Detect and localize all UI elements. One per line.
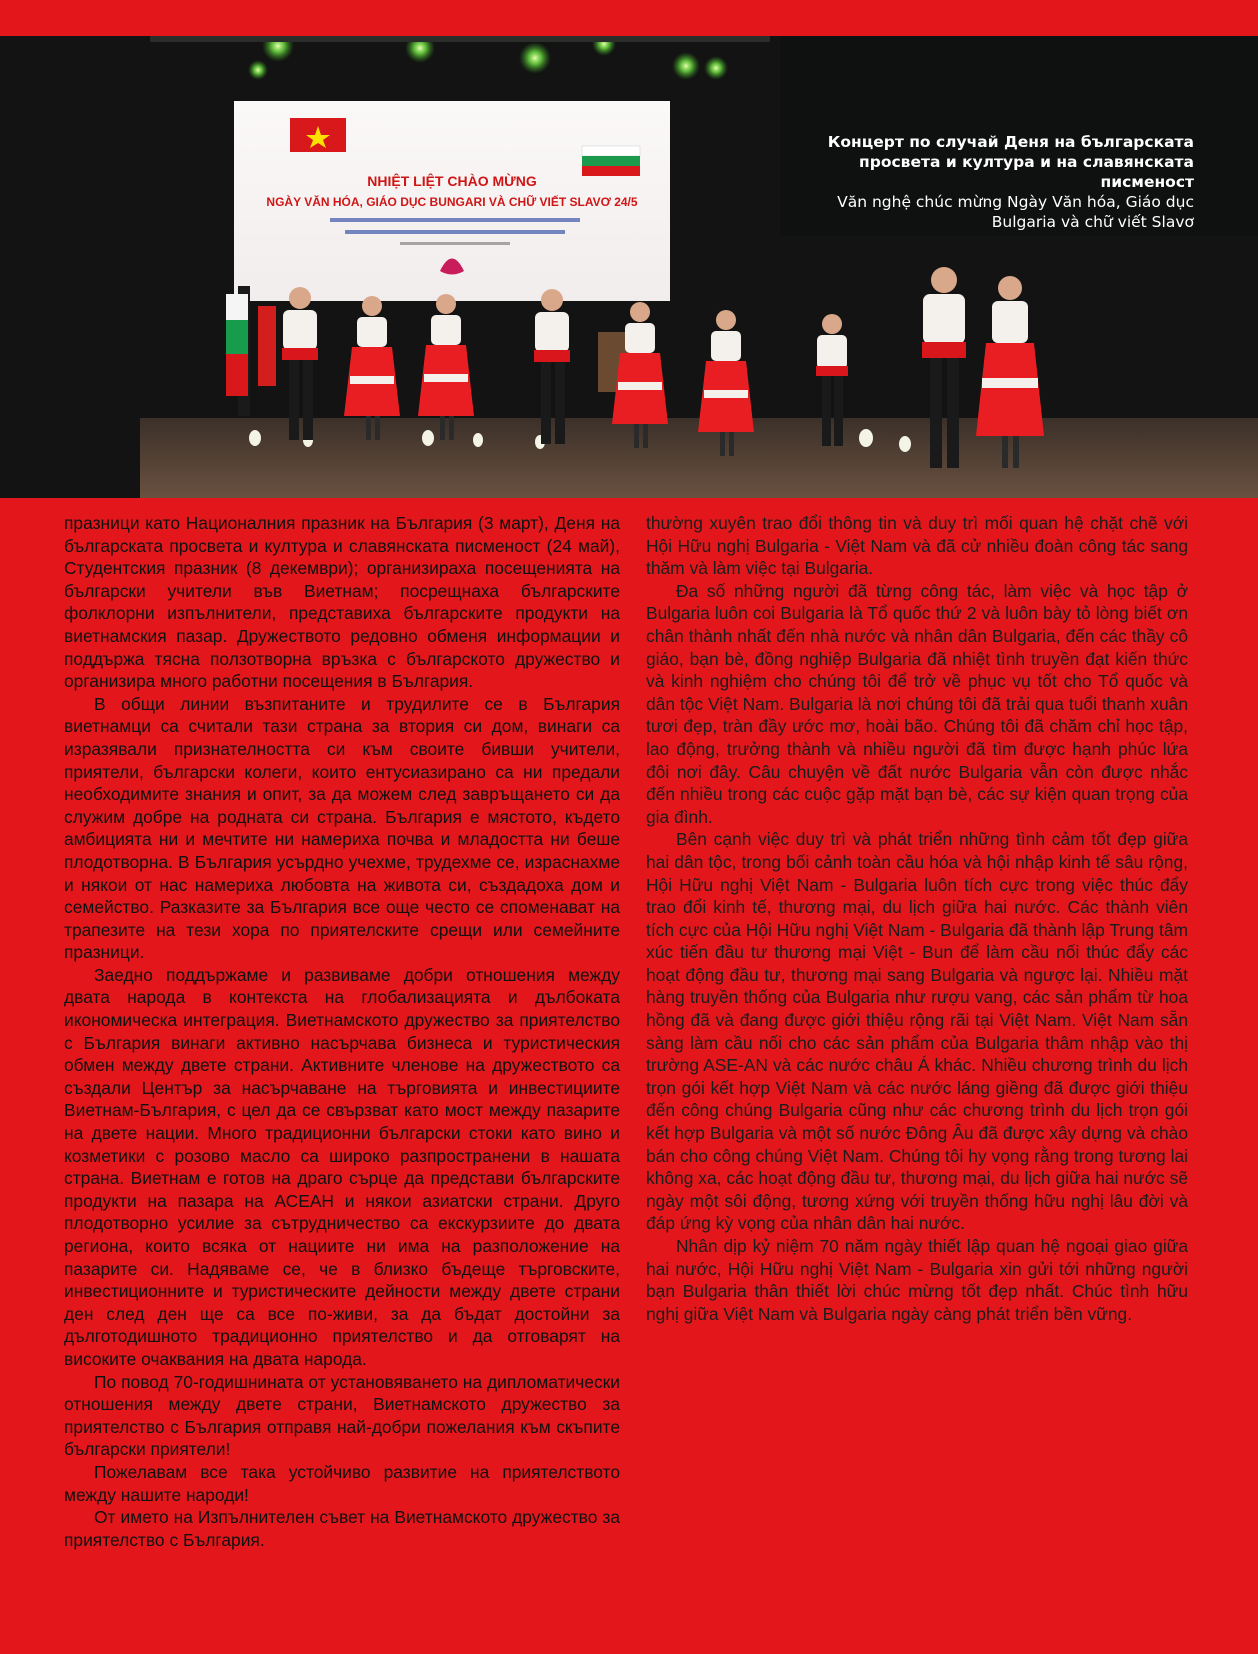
banner-line-1: NHIỆT LIỆT CHÀO MỪNG	[367, 173, 537, 189]
paragraph: Bên cạnh việc duy trì và phát triển những tình cảm tốt đẹp giữa hai dân tộc, trong bối cảnh toàn cầu hóa và hội nhập kinh tế sâu rộng, Hội Hữu nghị Việt Nam - Bulgaria luôn tích cực trong việc thúc đẩy trao đổi kinh tế, thương mại, du lịch giữa hai nước. Các thành viên tích cực của Hội Hữu nghị Việt Nam - Bulgaria đã thành lập Trung tâm xúc tiến đầu tư thương mại Việt - Bun để làm cầu nối thúc đẩy các hoạt động đầu tư, thương mại sang Bulgaria và ngược lại. Nhiều mặt hàng truyền thống của Bulgaria như rượu vang, các sản phẩm từ hoa hồng đã và đang được giới thiệu rộng rãi tại Việt Nam. Việt Nam sẵn sàng làm cầu nối cho các sản phẩm của Bulgaria thâm nhập vào thị trường ASE-AN và các nước châu Á khác. Nhiều chương trình du lịch trọn gói kết hợp Việt Nam và các nước láng giềng đã được giới thiệu đến công chúng Bulgaria cũng như các chương trình du lịch trọn gói kết hợp Bulgaria và một số nước Đông Âu đã được xây dựng và chào bán cho công chúng Việt Nam. Chúng tôi hy vọng rằng trong tương lai không xa, các hoạt động đầu tư, thương mại, du lịch giữa hai nước sẽ ngày một sôi động, tương xứng với truyền thống hữu nghị lâu đời và đáp ứng kỳ vọng của nhân dân hai nước.	[646, 829, 1188, 1234]
paragraph: Пожелавам все така устойчиво развитие на приятелството между нашите народи!	[64, 1461, 620, 1505]
concert-photo	[0, 36, 1258, 498]
photo-caption	[774, 132, 1194, 232]
paragraph: Заедно поддържаме и развиваме добри отношения между двата народа в контекста на глобализацията и дълбоката икономическа интеграция. Виетнамското дружество за приятелство с България винаги активно насърчава бизнеса и туристическия обмен между двете страни. Активните членове на дружеството са създали Център за насърчаване на търговията и инвестициите Виетнам-България, с цел да се свързват като мост между пазарите на двете нации. Много традиционни български стоки като вино и козметики с розово масло са широко разпространени в нашата страна. Виетнам е готов на драго сърце да представи българските продукти на пазара на АСЕАН и някои азиатски страни. Друго плодотворно усилие за сътрудничество са екскурзиите до двата региона, които всяка от нациите ни има на разположение на пазарите си. Надяваме се, че в близко бъдеще търговските, инвестиционните и туристическите дейности между двете страни ден след ден ще са все по-живи, за да бъдат достойни за дълготодишното традиционно приятелство и да отговарят на високите очаквания на двата народа.	[64, 964, 620, 1369]
vietnamese-text-column	[646, 512, 1188, 1325]
caption-bulgarian: Концерт по случай Деня на българската просвета и култура и на славянската писменост	[827, 133, 1194, 191]
paragraph: Đa số những người đã từng công tác, làm việc và học tập ở Bulgaria luôn coi Bulgaria là Tổ quốc thứ 2 và luôn bày tỏ lòng biết ơn chân thành nhất đến nhà nước và nhân dân Bulgaria, đến các thầy cô giáo, bạn bè, đồng nghiệp Bulgaria đã nhiệt tình truyền đạt kiến thức và kinh nghiệm cho chúng tôi để trở về phục vụ tốt cho Tổ quốc và dân tộc Việt Nam. Bulgaria là nơi chúng tôi đã trải qua tuổi thanh xuân tươi đẹp, tràn đầy ước mơ, hoài bão. Chúng tôi đã chăm chỉ học tập, lao động, trưởng thành và nhiều người đã tìm được hạnh phúc lứa đôi nơi đây. Câu chuyện về đất nước Bulgaria vẫn còn được nhắc đến nhiều trong các cuộc gặp mặt bạn bè, các sự kiện quan trọng của gia đình.	[646, 580, 1188, 827]
banner-line-2: NGÀY VĂN HÓA, GIÁO DỤC BUNGARI VÀ CHỮ VIẾT SLAVƠ 24/5	[266, 195, 638, 209]
paragraph: В общи линии възпитаните и трудилите се в България виетнамци са считали тази страна за втория си дом, винаги са изразявали признателността си към своите бивши учители, приятели, български колеги, които ентусиазирано са ни предали необходимите знания и опит, за да можем след завръщането си да служим добре на родната си страна. България е мястото, където амбицията ни и мечтите ни намериха почва и младостта ни беше плодотворна. В България усърдно учехме, трудехме се, израснахме и някои от нас намериха любовта на живота си, създадоха дом и семейство. Разказите за България все още често се споменават на трапезите на тези хора по приятелските срещи или семейните празници.	[64, 693, 620, 963]
paragraph: Nhân dịp kỷ niệm 70 năm ngày thiết lập quan hệ ngoại giao giữa hai nước, Hội Hữu nghị Việt Nam - Bulgaria xin gửi tới những người bạn Bulgaria thân thiết lời chúc mừng tốt đẹp nhất. Chúc tình hữu nghị giữa Việt Nam và Bulgaria ngày càng phát triển bền vững.	[646, 1236, 1188, 1324]
paragraph: празници като Националния празник на България (3 март), Деня на българската просвета и култура и славянската писменост (24 май), Студентския празник (8 декември); организираха посещенията на български учители във Виетнам; посрещнаха българските фолклорни изпълнители, представиха българските продукти на виетнамския пазар. Дружеството редовно обменя информации и поддържа тясна ползотворна връзка с българското дружество и организира много работни посещения в България.	[64, 513, 620, 692]
paragraph: thường xuyên trao đổi thông tin và duy trì mối quan hệ chặt chẽ với Hội Hữu nghị Bulgaria - Việt Nam và đã cử nhiều đoàn công tác sang thăm và làm việc tại Bulgaria.	[646, 513, 1188, 579]
bulgarian-text-column	[64, 512, 620, 1551]
paragraph: От името на Изпълнителен съвет на Виетнамското дружество за приятелство с България.	[64, 1507, 620, 1550]
paragraph: По повод 70-годишнината от установяването на дипломатически отношения между двете страни, Виетнамското дружество за приятелство с България отправя най-добри пожелания към скъпите български приятели!	[64, 1371, 620, 1460]
caption-vietnamese: Văn nghệ chúc mừng Ngày Văn hóa, Giáo dục Bulgaria và chữ viết Slavơ	[837, 193, 1194, 231]
concert-photo-illustration	[0, 36, 1258, 498]
